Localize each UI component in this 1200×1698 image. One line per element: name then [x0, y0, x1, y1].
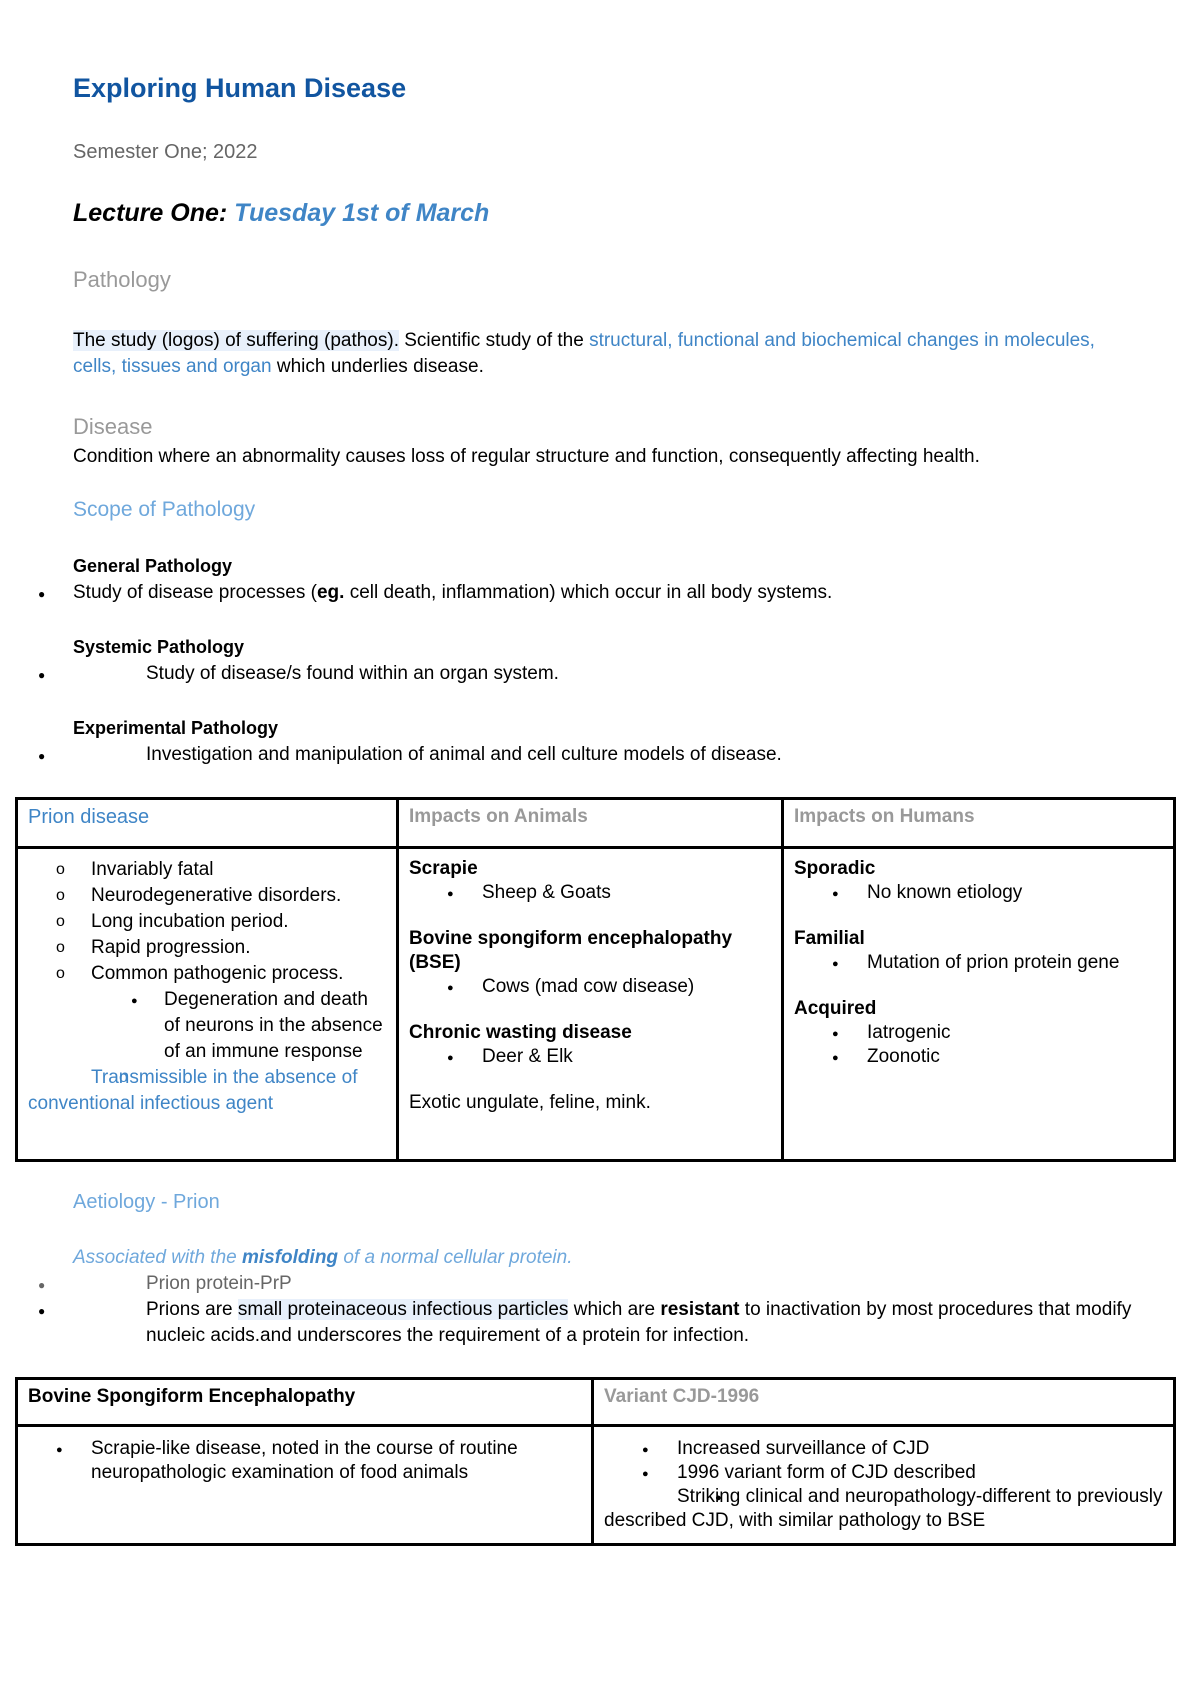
list-item: ● Increased surveillance of CJD — [604, 1437, 1163, 1461]
systemic-pathology-list — [0, 661, 1130, 687]
list-item: ● Zoonotic — [794, 1045, 1163, 1069]
table-row — [17, 1426, 1175, 1545]
experimental-pathology-list — [0, 742, 1130, 768]
list-item: ● Prions are small proteinaceous infectious particles which are resistant to inactivation by most procedures that modify nucleic acids.and underscores the requirement of a protein for infection. — [0, 1297, 1150, 1349]
bse-heading: Bovine spongiform encephalopathy (BSE) — [409, 928, 733, 973]
lecture-label: Lecture One: — [73, 199, 228, 227]
lecture-heading — [73, 199, 489, 228]
pathology-heading: Pathology — [73, 267, 171, 292]
bse-description-cell — [17, 1426, 593, 1545]
aetiology-heading: Aetiology - Prion — [73, 1191, 220, 1213]
header-impacts-humans: Impacts on Humans — [783, 799, 1175, 848]
list-item: ● Study of disease/s found within an organ system. — [0, 661, 1130, 687]
header-bse: Bovine Spongiform Encephalopathy — [17, 1379, 593, 1426]
acquired-heading: Acquired — [794, 998, 877, 1019]
scope-heading: Scope of Pathology — [73, 498, 256, 521]
general-pathology-title: General Pathology — [73, 556, 233, 576]
list-item: ● Iatrogenic — [794, 1021, 1163, 1045]
list-item: ● Study of disease processes (eg. cell death, inflammation) which occur in all body systems. — [0, 580, 1133, 606]
list-item: ● Degeneration and death of neurons in the absence of an immune response — [18, 987, 386, 1065]
transmissible-item: o Transmissible in the absence of conventional infectious agent — [18, 1065, 386, 1117]
semester-subtitle: Semester One; 2022 — [73, 141, 258, 163]
list-item: ● 1996 variant form of CJD described — [604, 1461, 1163, 1485]
list-item: ● Mutation of prion protein gene — [794, 951, 1163, 975]
table-header-row — [17, 1379, 1175, 1426]
list-item: ● Cows (mad cow disease) — [409, 975, 771, 999]
scrapie-heading: Scrapie — [409, 858, 478, 879]
prion-characteristics-cell — [17, 848, 398, 1161]
animal-impacts-cell — [398, 848, 783, 1161]
table-row — [17, 848, 1175, 1161]
aetiology-association: Associated with the misfolding of a normal cellular protein. — [73, 1247, 573, 1268]
list-item: o Long incubation period. — [18, 909, 386, 935]
document-title: Exploring Human Disease — [73, 73, 407, 103]
disease-definition: Condition where an abnormality causes loss of regular structure and function, consequently affecting health. — [73, 446, 980, 467]
general-pathology-list — [73, 580, 1133, 606]
disease-heading: Disease — [73, 414, 153, 439]
bse-vcjd-table — [15, 1377, 1176, 1546]
other-animals-text: Exotic ungulate, feline, mink. — [409, 1092, 651, 1113]
list-item: ● Scrapie-like disease, noted in the course of routine neuropathologic examination of food animals — [18, 1437, 581, 1485]
sporadic-heading: Sporadic — [794, 858, 876, 879]
familial-heading: Familial — [794, 928, 865, 949]
pathology-blue-text: structural, functional and biochemical changes in molecules, cells, tissues and organ — [73, 330, 1095, 377]
lecture-date: Tuesday 1st of March — [234, 199, 490, 227]
pathology-definition — [73, 328, 1133, 380]
experimental-pathology-title: Experimental Pathology — [73, 718, 279, 738]
list-item: o Rapid progression. — [18, 935, 386, 961]
systemic-pathology-title: Systemic Pathology — [73, 637, 245, 657]
pathology-highlight: The study (logos) of suffering (pathos). — [73, 330, 399, 351]
list-item: ● Striking clinical and neuropathology-different to previously described CJD, with similar pathology to BSE — [604, 1485, 1163, 1533]
aetiology-list — [0, 1271, 1150, 1349]
human-impacts-cell — [783, 848, 1175, 1161]
header-impacts-animals: Impacts on Animals — [398, 799, 783, 848]
list-item: o Common pathogenic process. — [18, 961, 386, 987]
list-item: ● Investigation and manipulation of animal and cell culture models of disease. — [0, 742, 1130, 768]
vcjd-description-cell — [593, 1426, 1175, 1545]
header-variant-cjd: Variant CJD-1996 — [593, 1379, 1175, 1426]
list-item: ● Sheep & Goats — [409, 881, 771, 905]
prion-disease-table — [15, 797, 1176, 1162]
header-prion-disease: Prion disease — [17, 799, 398, 848]
pathology-text-pre: Scientific study of the — [398, 330, 590, 351]
list-item: o Neurodegenerative disorders. — [18, 883, 386, 909]
list-item: o Invariably fatal — [18, 857, 386, 883]
list-item: ● No known etiology — [794, 881, 1163, 905]
list-item: ● Deer & Elk — [409, 1045, 771, 1069]
list-item: ● Prion protein-PrP — [0, 1271, 1150, 1297]
cwd-heading: Chronic wasting disease — [409, 1022, 632, 1043]
pathology-text-post: which underlies disease. — [271, 356, 484, 377]
table-header-row — [17, 799, 1175, 848]
